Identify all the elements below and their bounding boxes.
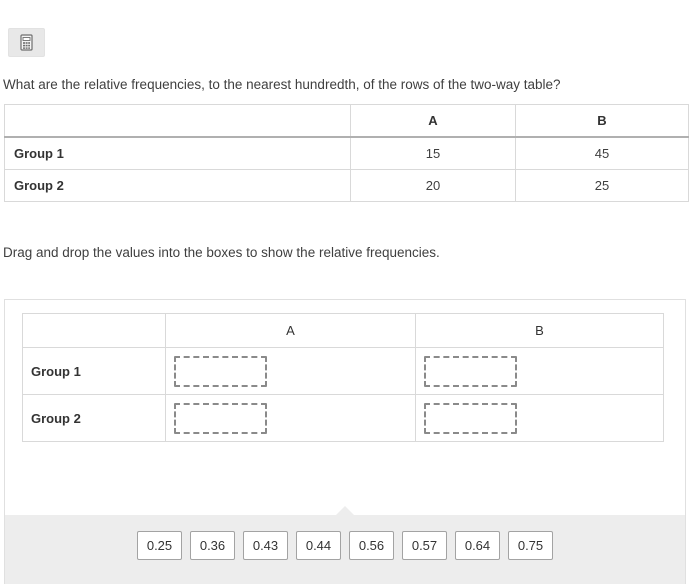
answer-table bbox=[22, 313, 664, 442]
answer-row-label-group1: Group 1 bbox=[23, 348, 166, 395]
drop-zone-group1-a[interactable] bbox=[174, 356, 267, 387]
question-text: What are the relative frequencies, to the nearest hundredth, of the rows of the two-way table? bbox=[3, 77, 561, 92]
column-header-a: A bbox=[351, 105, 516, 138]
column-header-b: B bbox=[516, 105, 689, 138]
answer-cell-group1-b bbox=[416, 348, 664, 395]
answer-cell-group2-a bbox=[166, 395, 416, 442]
value-chip[interactable]: 0.36 bbox=[190, 531, 235, 560]
value-chip[interactable]: 0.57 bbox=[402, 531, 447, 560]
drop-zone-group2-a[interactable] bbox=[174, 403, 267, 434]
calculator-button[interactable] bbox=[8, 28, 45, 57]
chip-row bbox=[5, 515, 685, 560]
answer-row bbox=[23, 395, 664, 442]
value-chip[interactable]: 0.56 bbox=[349, 531, 394, 560]
corner-cell bbox=[23, 314, 166, 348]
answer-panel bbox=[4, 299, 686, 584]
drop-zone-group1-b[interactable] bbox=[424, 356, 517, 387]
answer-column-header-a: A bbox=[166, 314, 416, 348]
drop-zone-group2-b[interactable] bbox=[424, 403, 517, 434]
value-chip[interactable]: 0.25 bbox=[137, 531, 182, 560]
cell-group2-a: 20 bbox=[351, 170, 516, 202]
value-chip[interactable]: 0.64 bbox=[455, 531, 500, 560]
row-label-group1: Group 1 bbox=[5, 137, 351, 170]
table-header-row bbox=[5, 105, 689, 138]
value-chip[interactable]: 0.43 bbox=[243, 531, 288, 560]
cell-group1-a: 15 bbox=[351, 137, 516, 170]
table-row bbox=[5, 137, 689, 170]
cell-group2-b: 25 bbox=[516, 170, 689, 202]
table-row bbox=[5, 170, 689, 202]
answer-cell-group1-a bbox=[166, 348, 416, 395]
row-label-group2: Group 2 bbox=[5, 170, 351, 202]
answer-row-label-group2: Group 2 bbox=[23, 395, 166, 442]
answer-row bbox=[23, 348, 664, 395]
drag-options-tray bbox=[5, 515, 685, 584]
answer-cell-group2-b bbox=[416, 395, 664, 442]
corner-cell bbox=[5, 105, 351, 138]
answer-header-row bbox=[23, 314, 664, 348]
answer-column-header-b: B bbox=[416, 314, 664, 348]
value-chip[interactable]: 0.75 bbox=[508, 531, 553, 560]
cell-group1-b: 45 bbox=[516, 137, 689, 170]
frequency-table bbox=[4, 104, 689, 202]
instruction-text: Drag and drop the values into the boxes to show the relative frequencies. bbox=[3, 245, 440, 260]
calculator-icon bbox=[20, 34, 33, 51]
tray-caret-icon bbox=[336, 506, 354, 515]
value-chip[interactable]: 0.44 bbox=[296, 531, 341, 560]
